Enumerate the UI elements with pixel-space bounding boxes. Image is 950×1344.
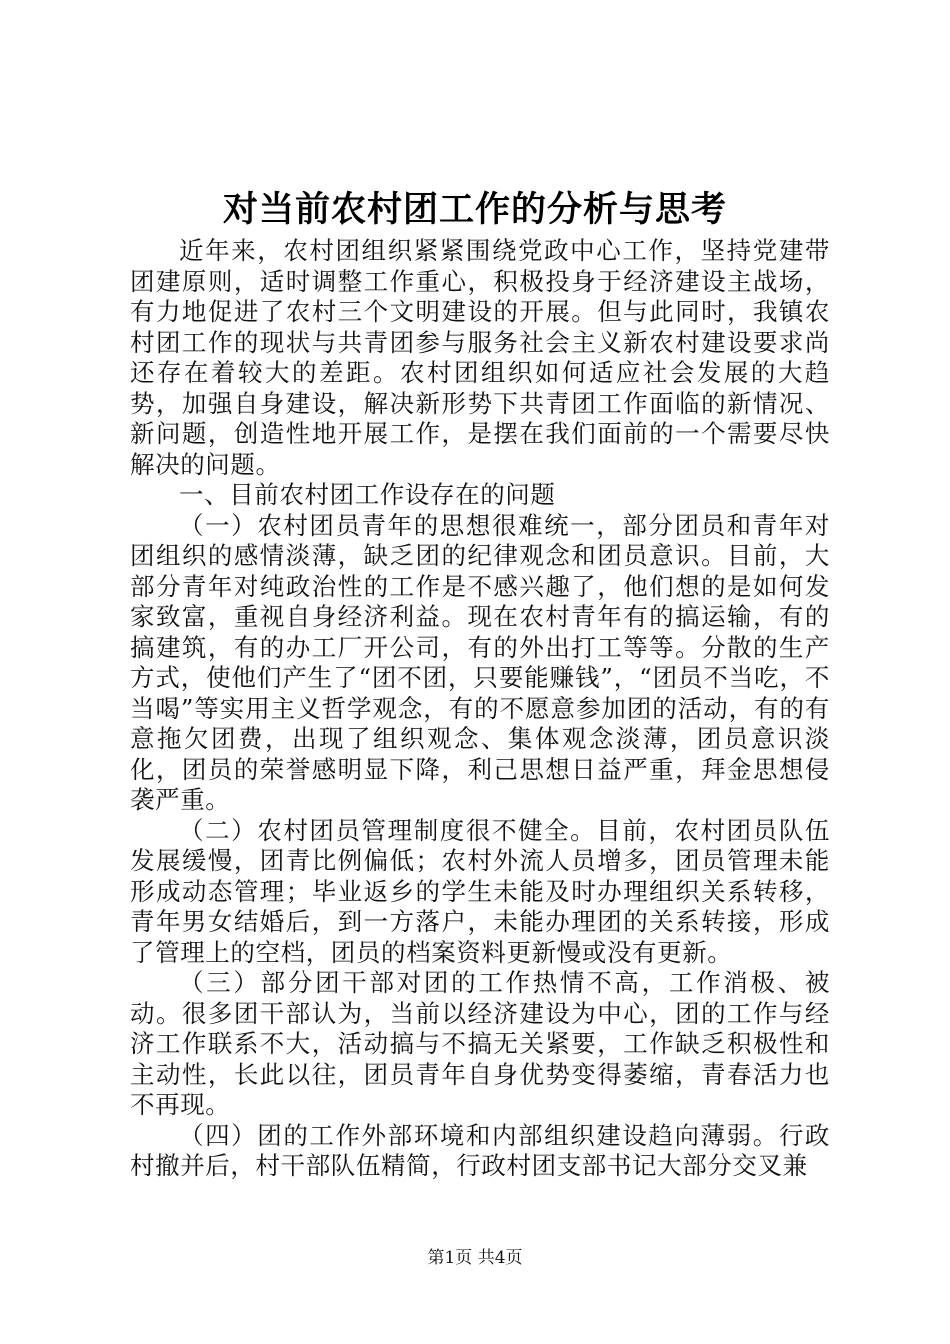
page-footer: 第1页 共4页 — [427, 1248, 523, 1268]
problem-paragraph-2: （二）农村团员管理制度很不健全。目前，农村团员队伍发展缓慢，团青比例偏低；农村外流人员增多，团员管理未能形成动态管理；毕业返乡的学生未能及时办理组织关系转移，青年男女结婚后，到一方落户，未能办理团的关系转接，形成了管理上的空档，团员的档案资料更新慢或没有更新。 — [130, 815, 830, 967]
section-heading: 一、目前农村团工作设存在的问题 — [179, 480, 556, 509]
problem-paragraph-4: （四）团的工作外部环境和内部组织建设趋向薄弱。行政村撤并后，村干部队伍精简，行政村团支部书记大部分交叉兼 — [130, 1120, 830, 1180]
intro-paragraph: 近年来，农村团组织紧紧围绕党政中心工作，坚持党建带团建原则，适时调整工作重心，积极投身于经济建设主战场，有力地促进了农村三个文明建设的开展。但与此同时，我镇农村团工作的现状与共青团参与服务社会主义新农村建设要求尚还存在着较大的差距。农村团组织如何适应社会发展的大趋势，加强自身建设，解决新形势下共青团工作面临的新情况、新问题，创造性地开展工作，是摆在我们面前的一个需要尽快解决的问题。 — [130, 236, 830, 479]
problem-paragraph-1: （一）农村团员青年的思想很难统一，部分团员和青年对团组织的感情淡薄，缺乏团的纪律观念和团员意识。目前，大部分青年对纯政治性的工作是不感兴趣了，他们想的是如何发家致富，重视自身经济利益。现在农村青年有的搞运输，有的搞建筑，有的办工厂开公司，有的外出打工等等。分散的生产方式，使他们产生了“团不团，只要能赚钱”，“团员不当吃，不当喝”等实用主义哲学观念，有的不愿意参加团的活动，有的有意拖欠团费，出现了组织观念、集体观念淡薄，团员意识淡化，团员的荣誉感明显下降，利己思想日益严重，拜金思想侵袭严重。 — [130, 510, 830, 814]
document-body — [130, 236, 830, 1182]
problem-paragraph-3: （三）部分团干部对团的工作热情不高，工作消极、被动。很多团干部认为，当前以经济建设为中心，团的工作与经济工作联系不大，活动搞与不搞无关紧要，工作缺乏积极性和主动性，长此以往，团员青年自身优势变得萎缩，青春活力也不再现。 — [130, 968, 830, 1119]
document-title: 对当前农村团工作的分析与思考 — [222, 189, 727, 230]
